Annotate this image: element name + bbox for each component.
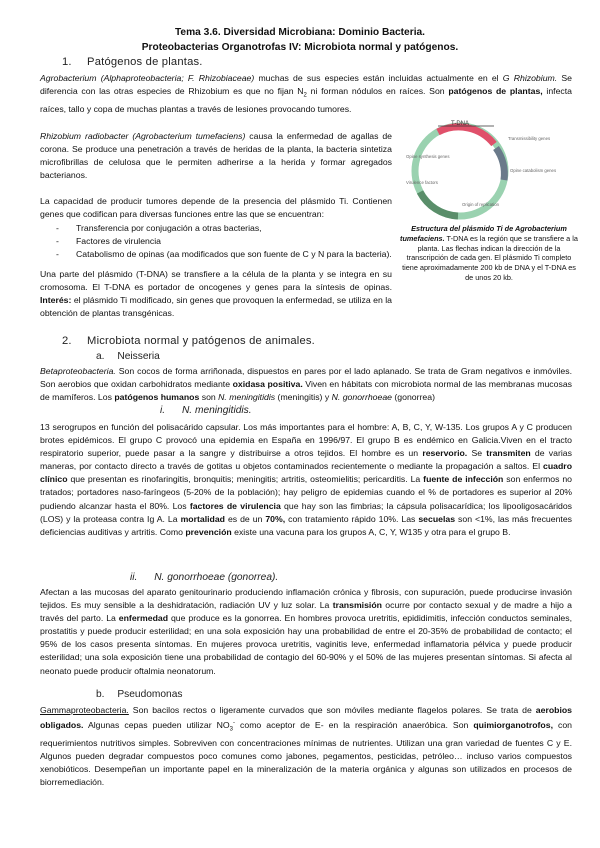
subsection-title: Pseudomonas (117, 689, 183, 700)
taxonomy-note: (Agrobacterium tumefaciens) (132, 131, 246, 141)
bold-term: enfermedad (118, 613, 169, 624)
text-span: Algunas cepas pueden utilizar NO (83, 719, 230, 730)
text-span: (meningitis) y (275, 392, 332, 403)
pseudomonas-paragraph (40, 704, 572, 789)
tdna-segment (438, 127, 494, 144)
opine-catabolism-label: Opine catabolism genes (510, 168, 557, 173)
rhizobium-paragraph (40, 130, 392, 182)
text-span: que hay son las fimbrias; la cápsula polisacarídica; los lipooligosacáridos (LOS) y la proteasa contra Ig A. La (40, 500, 573, 524)
text-span: Afectan a las mucosas del aparato genitourinario produciendo inflamación crónica y fibrosis, con supuración, puede producirse invasión tejidos. Es muy sensible a la deshidratación, radiación UV y luz solar. La (40, 587, 572, 611)
list-item: - Transferencia por conjugación a otras bacterias, (56, 222, 392, 235)
opine-synthesis-label: Opine synthesis genes (406, 154, 450, 159)
subsection-title: N. meningitidis. (181, 405, 252, 416)
text-span: ni forman nódulos en raíces. Son (306, 86, 449, 97)
subsection-marker: ii. (130, 572, 138, 583)
text-span: existe una vacuna para los grupos A, C, Y, W135 y otra para el grupo B. (231, 526, 511, 537)
tdna-paragraph-a (40, 268, 392, 320)
genus-name: Agrobacterium (40, 73, 97, 83)
subscript: 3 (229, 726, 234, 733)
taxonomy-note: (Alphaproteobacteria; F. Rhizobiaceae) (100, 73, 255, 83)
title-line-2: Proteobacterias Organotrofas IV: Microbiota normal y patógenos. (141, 42, 459, 53)
text-span: de varias maneras, por contacto directo a través de gotitas u objetos contaminados recientemente o mediante la propagación a saltos. El (40, 448, 572, 472)
virulence-segment (420, 192, 458, 216)
subsection-title: Neisseria (117, 351, 160, 362)
bold-term: aerobios obligados. (40, 705, 572, 730)
title-line-1: Tema 3.6. Diversidad Microbiana: Dominio Bacteria. (174, 27, 426, 38)
bold-term: patógenos humanos (114, 392, 200, 403)
class-name: Betaproteobacteria. (40, 366, 116, 376)
gonorrhoeae-paragraph (40, 586, 572, 678)
bold-term: patógenos de plantas, (448, 86, 543, 97)
text-span: como aceptor de E- en la respiración anaeróbica. Son (235, 719, 474, 730)
subscript: 2 (303, 92, 307, 99)
text-span: el plásmido Ti modificado, sin genes que provoquen la enfermedad, se utiliza en la obtención de plantas transgénicas. (40, 295, 392, 319)
origin-label: Origin of replication (462, 202, 500, 207)
bold-term: reservorio. (422, 448, 468, 459)
bold-term: oxidasa positiva. (232, 379, 303, 390)
text-span: 13 serogrupos en función del polisacárido capsular. Los más importantes para el hombre: A, B, C, Y, W-135. Los grupos A y C producen brotes epidémicos. El grupo C provocó una epidemia en España en 1996/97. El grupo B es endémico en Galicia.Viven en el tracto respiratorio superior, puede pasar a la sangre y distribuirse a otros tejidos. El hombre es un (40, 422, 572, 459)
tdna-label: T-DNA (451, 121, 469, 127)
bold-term: Interés: (40, 295, 72, 306)
section-2-title: Microbiota normal y patógenos de animales. (87, 335, 315, 347)
text-span: Viven en hábitats con microbiota normal de las membranas mucosas de mamíferos. Los (40, 379, 572, 403)
species-name: Rhizobium radiobacter (40, 131, 129, 141)
transmissibility-label: Transmissibility genes (508, 136, 551, 141)
neisseria-paragraph (40, 365, 572, 404)
subsection-marker: i. (160, 405, 166, 416)
subsection-marker: b. (96, 689, 105, 700)
text-span: ocurre por contacto sexual y de madre a hijo a través del parto. La (40, 600, 573, 624)
caption-title: Estructura del plásmido Ti de Agrobacterium tumefaciens. (400, 224, 567, 243)
caption-text: T-DNA es la región que se transfiere a la planta. Las flechas indican la dirección de la transcripción de cada gen. El plásmido Ti completo tiene aproximadamente 200 kb de DNA y el T-DNA es de unos 20 kb. (402, 233, 578, 282)
subsection-title: N. gonorrhoeae (gonorrea). (154, 572, 279, 583)
section-1-title: Patógenos de plantas. (87, 56, 203, 68)
superscript: - (233, 720, 236, 727)
plasmid-functions-list (56, 222, 392, 261)
text-span: con tratamiento rápido 10%. Las (285, 513, 419, 524)
section-2-number: 2. (62, 335, 72, 347)
list-item: - Factores de virulencia (56, 235, 392, 248)
agrobacterium-paragraph (40, 72, 572, 116)
text-span: (gonorrea) (392, 392, 435, 403)
text-span: muchas de sus especies están incluidas actualmente en el (254, 73, 503, 83)
subsection-b-heading (96, 689, 182, 700)
bold-term: transmiten (486, 448, 531, 459)
text-span: causa la enfermedad de agallas de corona. Se produce una penetración a través de heridas de la planta, la bacteria sintetiza microfibrillas de celulosa que le permiten adherirse a la herida y formar agregados bacterianos. (40, 131, 392, 181)
bold-term: quimiorganotrofos, (473, 719, 553, 730)
bold-term: transmisión (332, 600, 382, 611)
text-span: Una parte del plásmido (T-DNA) se transfiere a la célula de la planta y se integra en su cromosoma. El T-DNA es portador de oncogenes y genes para la síntesis de opinas. (40, 269, 392, 293)
bold-term: cuadro clínico (40, 461, 572, 485)
text-span: es de un (224, 513, 266, 524)
text-span: son <1%, las más frecuentes deficiencias auditivas y artritis. Como (40, 513, 572, 537)
meningitidis-paragraph (40, 421, 572, 539)
species-name: N. gonorrhoeae (331, 392, 392, 403)
bold-term: secuelas (418, 513, 456, 524)
text-span: que presentan es rinofaringitis, bronquitis; meningitis; artritis, osteomielitis; pericarditis. La (67, 474, 424, 485)
bold-term: 70%, (265, 513, 286, 524)
text-span: con requerimientos nutritivos simples. Sobreviven con concentraciones mínimas de nutrientes. Utilizan una gran variedad de fuentes C y E. Algunos pueden degradar compuestos poco comunes como jabones, pegamentos, pesticidas, petróleo… incluso varios compuestos xenobióticos. Desempeñan un importante papel en la mineralización de la materia orgánica y algunas son utilizados en procesos de biorremediación. (40, 719, 573, 788)
text-span: Se diferencia con las otras especies de Rhizobium es que no fijan N (40, 73, 572, 97)
text-span: infecta raíces, tallo y copa de muchas plantas a través de lesiones provocando tumores. (40, 86, 573, 114)
section-1-number: 1. (62, 56, 72, 68)
bold-term: mortalidad (180, 513, 225, 524)
subsection-a-heading (96, 351, 160, 362)
list-item: - Catabolismo de opinas (aa modificados que son fuente de C y N para la bacteria). (56, 248, 392, 261)
text-span: que produce es la gonorrea. En hombres provoca uretritis, epididimitis, infección conductos seminales, prostatitis y puede producir esterilidad; en una sola exposición hay una probabilidad de entre el 20-35% de probabilidad de contacto; el 95% de los casos presenta síntomas. En mujeres provoca uretritis, vaginitis leve, enfermedad inflamatoria pélvica y puede producir esterilidad; una sola exposición tiene una probabilidad de contagio del 60-90% y el 50% de las mujeres presentan síntomas. Si afecta al neonato puede producir oftalmia neonatorum. (40, 613, 572, 676)
subsection-a-ii-heading (130, 572, 278, 583)
bold-term: fuente de infección (423, 474, 504, 485)
bold-term: factores de virulencia (189, 500, 281, 511)
text-span: son enfermos no tratados; portadores naso-faríngeos (5-20% de la población); hay peligro de epidemias cuando el % de portadores es superior al 20% pudiendo alcanzar hasta el 80%. Los (40, 474, 573, 511)
text-span: Son bacilos rectos o ligeramente curvados que son móviles mediante flagelos polares. Se trata de (128, 705, 536, 715)
subsection-a-i-heading (160, 405, 252, 416)
species-name: N. meningitidis (218, 392, 276, 403)
genus-name: G Rhizobium. (502, 73, 558, 83)
figure-caption (398, 224, 580, 283)
text-span: son (199, 392, 219, 403)
text-span: Son cocos de forma arriñonada, dispuestos en pares por el lado aplanado. Se trata de Gram negativos e inmóviles. Son aerobios que oxidan carbohidratos mediante (40, 366, 572, 390)
section-1-heading (62, 56, 203, 68)
class-name: Gammaproteobacteria. (40, 705, 129, 715)
plasmid-paragraph: La capacidad de producir tumores depende de la presencia del plásmido Ti. Contienen genes que codifican para diversas funciones entre las que se encuentran: (40, 196, 392, 220)
virulence-label: Virulence factors (406, 180, 438, 185)
section-2-heading (62, 335, 315, 347)
text-span: Se (467, 448, 487, 459)
bold-term: prevención (185, 526, 232, 537)
subsection-marker: a. (96, 351, 105, 362)
